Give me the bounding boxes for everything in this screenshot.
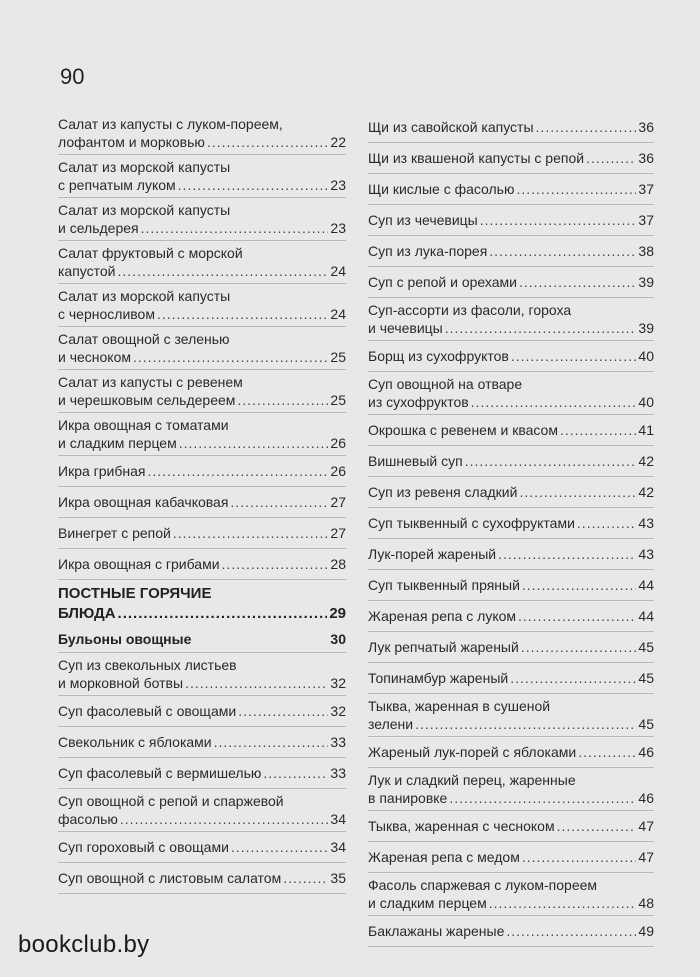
toc-entry-page: 27 <box>330 494 346 510</box>
leader-dots <box>222 555 329 573</box>
toc-entry-page: 36 <box>638 119 654 135</box>
toc-entry <box>58 456 346 487</box>
toc-entry-page: 32 <box>330 675 346 691</box>
toc-entry-title-line: и сладким перцем <box>368 895 487 911</box>
toc-entry-page: 45 <box>638 716 654 732</box>
toc-entry-title-line: и чесноком <box>58 349 132 365</box>
toc-entry <box>58 155 346 198</box>
leader-dots <box>283 869 328 887</box>
toc-entry-title-line: Борщ из сухофруктов <box>368 348 509 364</box>
toc-entry-title-line: Суп фасолевый с овощами <box>58 703 237 719</box>
toc-entry-title-line: Свекольник с яблоками <box>58 734 212 750</box>
toc-entry <box>58 549 346 580</box>
toc-entry-page: 46 <box>638 744 654 760</box>
toc-entry-title-line: Икра грибная <box>58 463 146 479</box>
toc-entry <box>368 298 654 341</box>
toc-entry-title-line: Суп тыквенный с сухофруктами <box>368 515 575 531</box>
toc-entry-title-line: Суп из лука-порея <box>368 243 488 259</box>
toc-entry-page: 34 <box>330 811 346 827</box>
toc-entry-page: 37 <box>638 181 654 197</box>
leader-dots <box>511 347 637 365</box>
toc-entry <box>368 143 654 174</box>
toc-entry-title-line: и черешковым сельдереем <box>58 392 236 408</box>
toc-entry <box>58 198 346 241</box>
toc-entry-title-line: Салат фруктовый с морской <box>58 245 243 261</box>
toc-entry-title-line: Лук репчатый жареный <box>368 639 519 655</box>
leader-dots <box>521 638 637 656</box>
leader-dots <box>577 514 637 532</box>
leader-dots <box>120 810 329 828</box>
leader-dots <box>465 452 637 470</box>
toc-entry-page: 42 <box>638 484 654 500</box>
toc-entry-page: 37 <box>638 212 654 228</box>
toc-entry <box>58 696 346 727</box>
leader-dots <box>133 348 328 366</box>
leader-dots <box>157 305 328 323</box>
toc-entry-title-line: Топинамбур жареный <box>368 670 509 686</box>
leader-dots <box>207 133 329 151</box>
leader-dots <box>586 149 636 167</box>
toc-entry-page: 41 <box>638 422 654 438</box>
toc-entry <box>368 477 654 508</box>
toc-entry-title-line: Икра овощная с томатами <box>58 417 229 433</box>
toc-entry-page: 47 <box>638 849 654 865</box>
toc-entry <box>368 842 654 873</box>
toc-entry <box>368 446 654 477</box>
toc-entry <box>58 863 346 894</box>
leader-dots <box>522 848 637 866</box>
toc-entry-title-line: Окрошка с ревенем и квасом <box>368 422 558 438</box>
leader-dots <box>536 118 637 136</box>
toc-entry-title-line: Икра овощная с грибами <box>58 556 220 572</box>
leader-dots <box>231 838 329 856</box>
toc-entry-page: 44 <box>638 577 654 593</box>
toc-entry-title-line: и сельдерея <box>58 220 139 236</box>
page-number: 90 <box>60 64 85 89</box>
leader-dots <box>519 273 636 291</box>
toc-entry-title-line: Суп с репой и орехами <box>368 274 517 290</box>
toc-entry-title-line: и сладким перцем <box>58 435 177 451</box>
toc-entry <box>368 768 654 811</box>
toc-entry-page: 44 <box>638 608 654 624</box>
toc-entry-page: 45 <box>638 639 654 655</box>
toc-entry <box>368 236 654 267</box>
toc-entry-page: 33 <box>330 734 346 750</box>
toc-entry-page: 42 <box>638 453 654 469</box>
toc-entry-page: 22 <box>330 134 346 150</box>
leader-dots <box>510 669 636 687</box>
leader-dots <box>557 817 637 835</box>
toc-entry <box>368 873 654 916</box>
toc-entry-title-line: с черносливом <box>58 306 155 322</box>
toc-entry-page: 47 <box>638 818 654 834</box>
toc-entry-title-line: Суп-ассорти из фасоли, гороха <box>368 302 572 318</box>
toc-entry-title-line: и чечевицы <box>368 320 443 336</box>
toc-entry <box>368 112 654 143</box>
toc-entry <box>368 508 654 539</box>
toc-entry-title-line: в панировке <box>368 790 448 806</box>
toc-entry-page: 32 <box>330 703 346 719</box>
leader-dots <box>214 733 329 751</box>
toc-entry <box>58 789 346 832</box>
leader-dots <box>516 180 636 198</box>
toc-entry-title-line: Тыква, жаренная с чесноком <box>368 818 555 834</box>
toc-entry-title-line: Лук и сладкий перец, жаренные <box>368 772 576 788</box>
toc-entry-page: 35 <box>330 870 346 886</box>
leader-dots <box>173 524 329 542</box>
sub-heading <box>58 626 346 653</box>
toc-entry-page: 48 <box>638 895 654 911</box>
toc-entry-page: 38 <box>638 243 654 259</box>
toc-entry-title-line: зелени <box>368 716 414 732</box>
leader-dots <box>471 393 637 411</box>
leader-dots <box>498 545 636 563</box>
toc-entry-page: 34 <box>330 839 346 855</box>
toc-entry-page: 25 <box>330 392 346 408</box>
toc-entry-page: 36 <box>638 150 654 166</box>
leader-dots <box>230 493 328 511</box>
toc-entry-title-line: капустой <box>58 263 116 279</box>
leader-dots <box>449 789 636 807</box>
sub-heading-text: Бульоны овощные <box>58 631 192 647</box>
toc-entry <box>58 112 346 155</box>
toc-entry-title-line: Щи из квашеной капусты с репой <box>368 150 585 166</box>
toc-entry <box>368 372 654 415</box>
toc-entry-title-line: Салат из капусты с ревенем <box>58 374 243 390</box>
leader-dots <box>237 391 328 409</box>
toc-entry <box>58 518 346 549</box>
toc-entry <box>368 174 654 205</box>
toc-entry-title-line: и морковной ботвы <box>58 675 184 691</box>
toc-entry-title-line: фасолью <box>58 811 118 827</box>
toc-entry-title-line: Вишневый суп <box>368 453 463 469</box>
toc-entry-title-line: Салат из морской капусты <box>58 202 231 218</box>
leader-dots <box>519 483 636 501</box>
toc-entry-title-line: Салат овощной с зеленью <box>58 331 230 347</box>
leader-dots <box>179 434 329 452</box>
toc-entry-title-line: Суп овощной на отваре <box>368 376 523 392</box>
toc-entry-page: 28 <box>330 556 346 572</box>
toc-entry-page: 24 <box>330 263 346 279</box>
toc-entry-title-line: Суп овощной с листовым салатом <box>58 870 282 886</box>
toc-entry-title-line: из сухофруктов <box>368 394 469 410</box>
toc-entry <box>368 916 654 947</box>
toc-entry-page: 39 <box>638 274 654 290</box>
toc-entry <box>58 832 346 863</box>
watermark: bookclub.by <box>18 931 150 958</box>
toc-entry-page: 45 <box>638 670 654 686</box>
leader-dots <box>518 607 636 625</box>
toc-entry-title-line: Жареная репа с луком <box>368 608 517 624</box>
toc-entry <box>58 327 346 370</box>
toc-entry-title-line: Щи кислые с фасолью <box>368 181 515 197</box>
toc-entry <box>368 694 654 737</box>
toc-right-column <box>368 112 654 947</box>
toc-entry <box>58 284 346 327</box>
leader-dots <box>489 242 636 260</box>
toc-entry-title-line: Суп овощной с репой и спаржевой <box>58 793 284 809</box>
toc-entry <box>58 727 346 758</box>
toc-entry-title-line: лофантом и морковью <box>58 134 205 150</box>
toc-entry-page: 39 <box>638 320 654 336</box>
leader-dots <box>185 674 328 692</box>
toc-entry-page: 49 <box>638 923 654 939</box>
toc-entry-title-line: Винегрет с репой <box>58 525 171 541</box>
toc-entry <box>368 539 654 570</box>
toc-entry <box>368 267 654 298</box>
toc-entry <box>368 737 654 768</box>
leader-dots <box>238 702 328 720</box>
toc-entry-page: 23 <box>330 177 346 193</box>
toc-entry-title-line: Салат из капусты с луком-пореем, <box>58 116 283 132</box>
toc-entry-title-line: Щи из савойской капусты <box>368 119 534 135</box>
toc-entry <box>58 653 346 696</box>
leader-dots <box>522 576 637 594</box>
toc-entry <box>58 487 346 518</box>
toc-entry-title-line: Суп гороховый с овощами <box>58 839 229 855</box>
toc-entry <box>58 758 346 789</box>
leader-dots <box>445 319 637 337</box>
toc-entry-title-line: Суп из ревеня сладкий <box>368 484 518 500</box>
toc-entry <box>368 341 654 372</box>
sub-heading-page: 30 <box>330 631 346 647</box>
toc-entry <box>58 413 346 456</box>
toc-entry-title-line: Салат из морской капусты <box>58 288 231 304</box>
toc-entry-title-line: Баклажаны жареные <box>368 923 505 939</box>
toc-entry-page: 23 <box>330 220 346 236</box>
leader-dots <box>141 219 329 237</box>
section-heading-page: 29 <box>329 605 346 622</box>
toc-entry-page: 25 <box>330 349 346 365</box>
toc-entry-title-line: Тыква, жаренная в сушеной <box>368 698 551 714</box>
toc-entry-title-line: Суп из чечевицы <box>368 212 478 228</box>
toc-entry <box>58 370 346 413</box>
leader-dots <box>415 715 636 733</box>
section-heading <box>58 580 346 626</box>
section-heading-line: ПОСТНЫЕ ГОРЯЧИЕ <box>58 585 212 602</box>
leader-dots <box>489 894 637 912</box>
toc-entry-page: 40 <box>638 394 654 410</box>
toc-entry-page: 26 <box>330 463 346 479</box>
toc-left-column <box>58 112 346 894</box>
toc-entry-page: 43 <box>638 515 654 531</box>
toc-entry-title-line: Суп тыквенный пряный <box>368 577 520 593</box>
leader-dots <box>263 764 328 782</box>
leader-dots <box>560 421 636 439</box>
leader-dots <box>118 262 329 280</box>
leader-dots <box>578 743 636 761</box>
toc-entry <box>368 601 654 632</box>
leader-dots <box>118 604 328 624</box>
toc-entry-page: 27 <box>330 525 346 541</box>
toc-entry-title-line: Икра овощная кабачковая <box>58 494 229 510</box>
section-heading-line: БЛЮДА <box>58 605 116 622</box>
toc-entry <box>368 570 654 601</box>
toc-entry-page: 46 <box>638 790 654 806</box>
toc-entry-title-line: с репчатым луком <box>58 177 176 193</box>
toc-entry-title-line: Суп из свекольных листьев <box>58 657 237 673</box>
toc-entry <box>368 415 654 446</box>
toc-entry <box>368 205 654 236</box>
leader-dots <box>480 211 637 229</box>
toc-entry-page: 26 <box>330 435 346 451</box>
toc-entry-title-line: Салат из морской капусты <box>58 159 231 175</box>
toc-entry-page: 40 <box>638 348 654 364</box>
toc-entry <box>368 663 654 694</box>
toc-entry <box>368 811 654 842</box>
leader-dots <box>147 462 328 480</box>
toc-entry-title-line: Жареный лук-порей с яблоками <box>368 744 577 760</box>
leader-dots <box>506 922 636 940</box>
toc-entry <box>368 632 654 663</box>
toc-entry-title-line: Суп фасолевый с вермишелью <box>58 765 262 781</box>
toc-entry-title-line: Фасоль спаржевая с луком-пореем <box>368 877 598 893</box>
toc-entry <box>58 241 346 284</box>
toc-entry-title-line: Жареная репа с медом <box>368 849 520 865</box>
leader-dots <box>178 176 329 194</box>
toc-entry-title-line: Лук-порей жареный <box>368 546 497 562</box>
toc-entry-page: 43 <box>638 546 654 562</box>
toc-entry-page: 24 <box>330 306 346 322</box>
toc-entry-page: 33 <box>330 765 346 781</box>
